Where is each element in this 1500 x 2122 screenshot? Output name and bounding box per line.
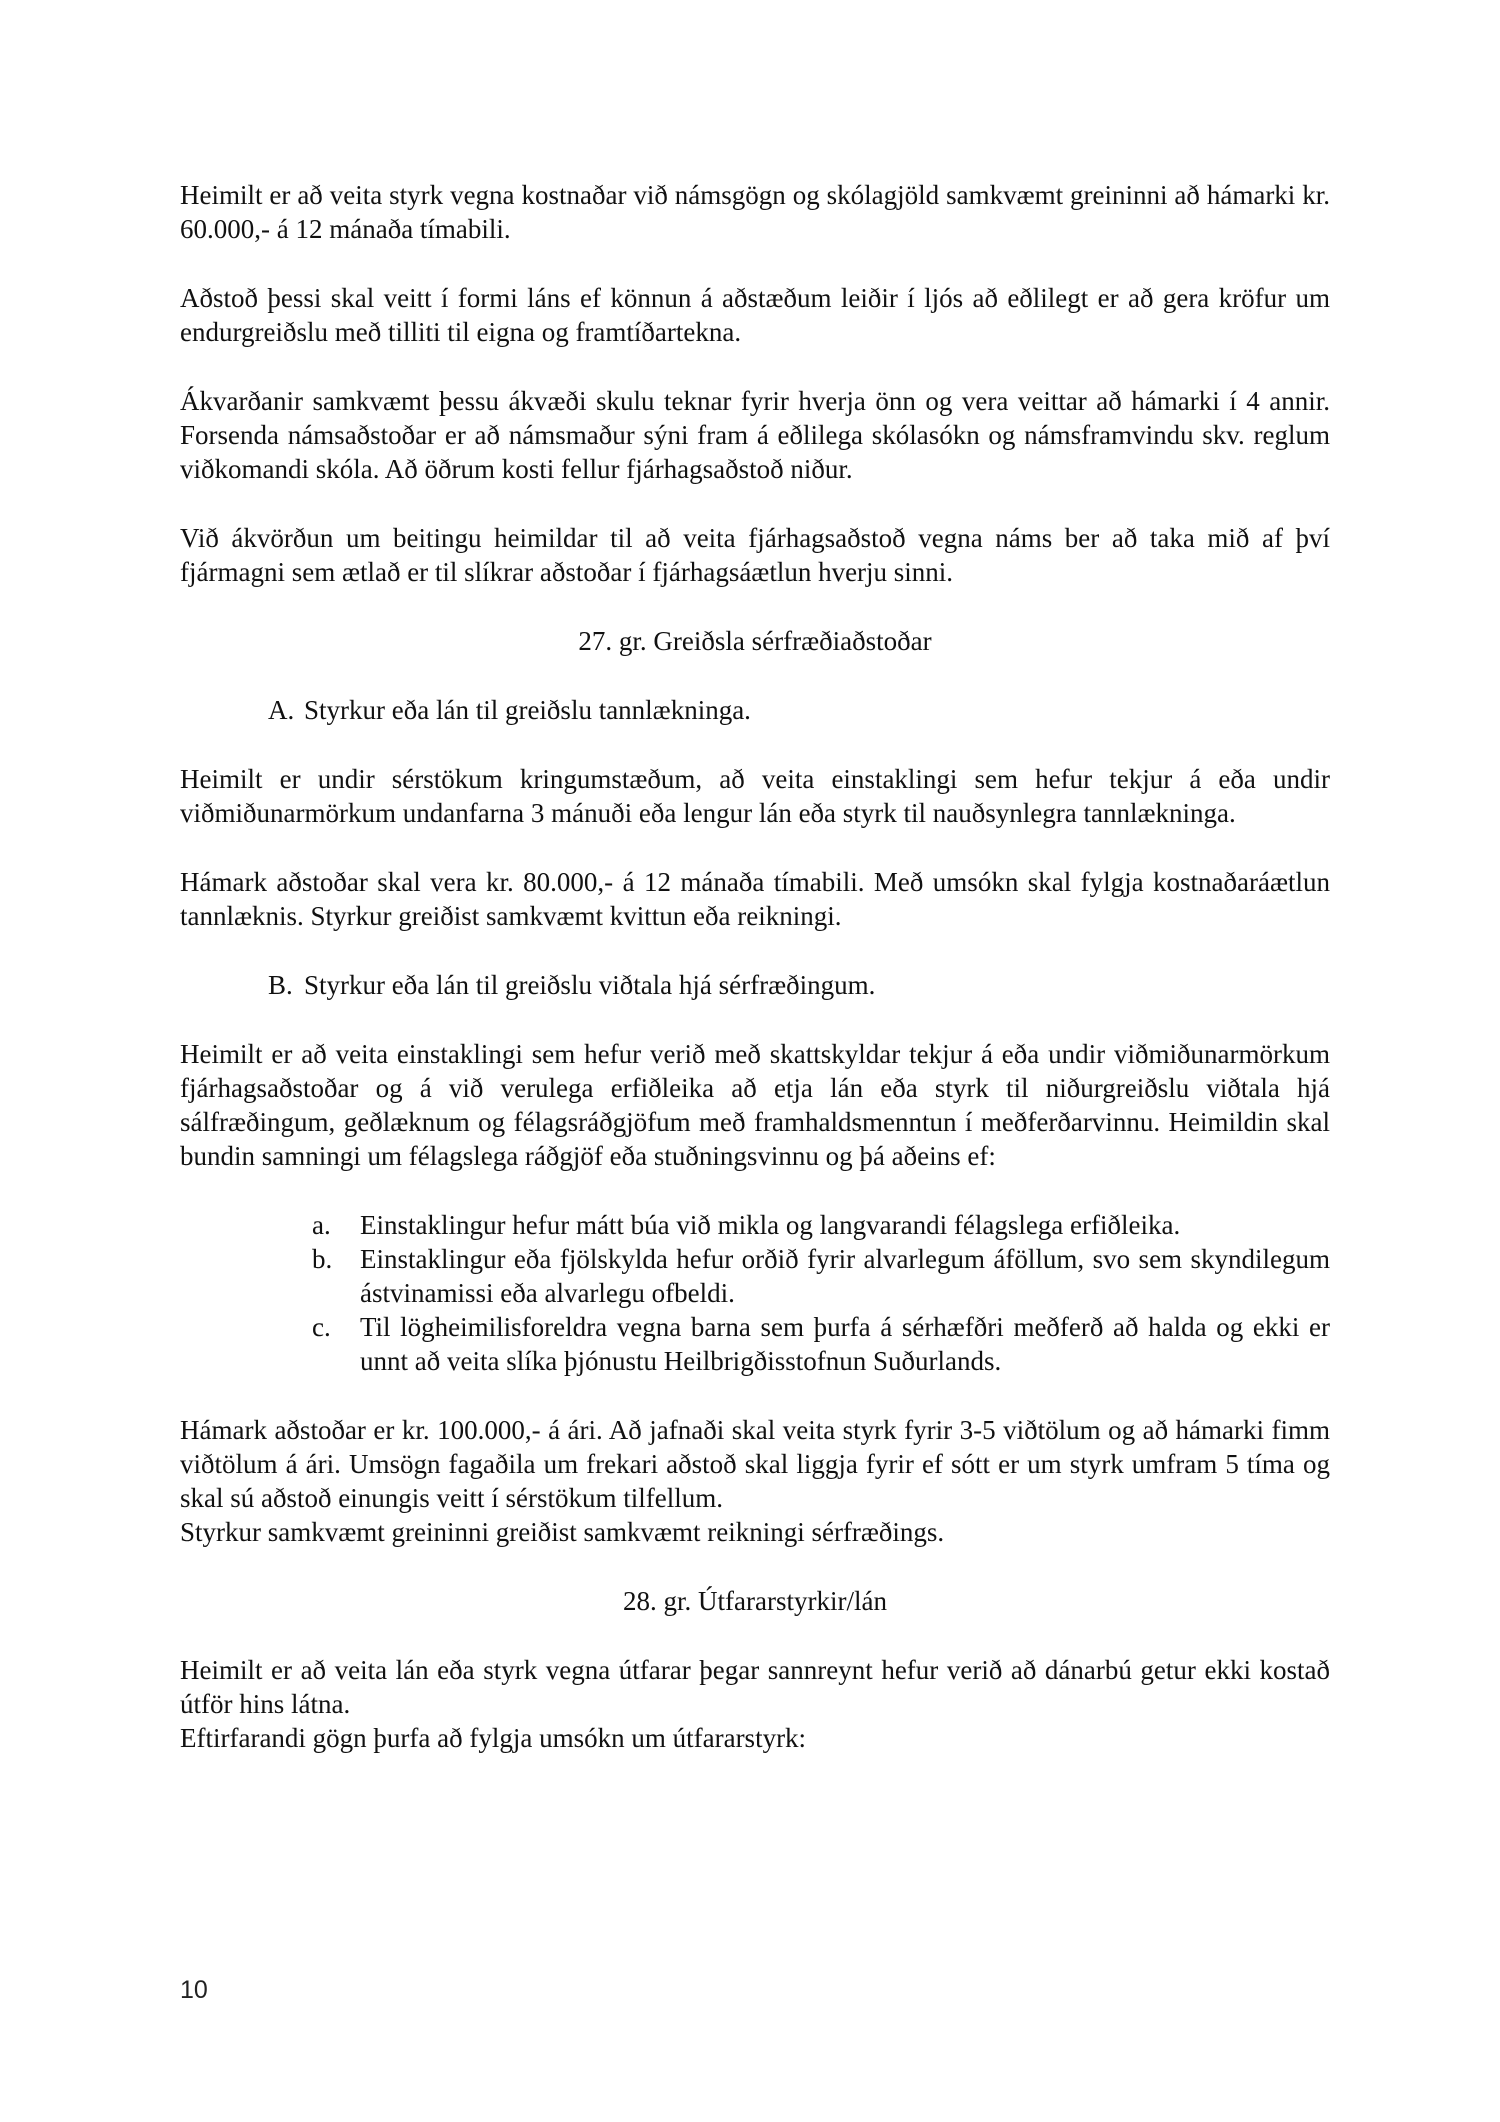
subsection-b-heading: [180, 968, 1330, 1002]
list-item: [180, 1310, 1330, 1378]
conditions-list: [180, 1208, 1330, 1378]
subsection-a-heading: [180, 693, 1330, 727]
list-item-letter: b.: [312, 1244, 333, 1274]
list-item-text: Einstaklingur eða fjölskylda hefur orðið fyrir alvarlegum áföllum, svo sem skyndilegum ástvinamissi eða alvarlegu ofbeldi.: [360, 1244, 1330, 1308]
list-item-letter: a.: [312, 1210, 331, 1240]
subsection-b-title: Styrkur eða lán til greiðslu viðtala hjá sérfræðingum.: [304, 970, 876, 1000]
list-item-text: Til lögheimilisforeldra vegna barna sem þurfa á sérhæfðri meðferð að halda og ekki er unnt að veita slíka þjónustu Heilbrigðisstofnun Suðurlands.: [360, 1312, 1330, 1376]
paragraph-budget-consideration: Við ákvörðun um beitingu heimildar til að veita fjárhagsaðstoð vegna náms ber að taka mið af því fjármagni sem ætlað er til slíkrar aðstoðar í fjárhagsáætlun hverju sinni.: [180, 523, 1330, 587]
page-content: [180, 178, 1330, 1755]
article-28-heading: 28. gr. Útfararstyrkir/lán: [623, 1586, 887, 1616]
paragraph-specialist-eligibility: Heimilt er að veita einstaklingi sem hefur verið með skattskyldar tekjur á eða undir viðmiðunarmörkum fjárhagsaðstoðar og á við verulega erfiðleika að etja lán eða styrk til niðurgreiðslu viðtala hjá sálfræðingum, geðlæknum og félagsráðgjöfum með framhaldsmenntun í meðferðarvinnu. Heimildin skal bundin samningi um félagslega ráðgjöf eða stuðningsvinnu og þá aðeins ef:: [180, 1039, 1330, 1171]
paragraph-semester-decisions: Ákvarðanir samkvæmt þessu ákvæði skulu teknar fyrir hverja önn og vera veittar að hámarki í 4 annir. Forsenda námsaðstoðar er að námsmaður sýni fram á eðlilega skólasókn og námsframvindu skv. reglum viðkomandi skóla. Að öðrum kosti fellur fjárhagsaðstoð niður.: [180, 386, 1330, 484]
list-item-letter: c.: [312, 1312, 331, 1342]
article-27-heading: 27. gr. Greiðsla sérfræðiaðstoðar: [578, 626, 932, 656]
paragraph-funeral-eligibility: Heimilt er að veita lán eða styrk vegna útfarar þegar sannreynt hefur verið að dánarbú getur ekki kostað útför hins látna.: [180, 1655, 1330, 1719]
subsection-a-title: Styrkur eða lán til greiðslu tannlækninga.: [304, 695, 751, 725]
paragraph-funeral-documents: Eftirfarandi gögn þurfa að fylgja umsókn um útfararstyrk:: [180, 1723, 807, 1753]
list-item-text: Einstaklingur hefur mátt búa við mikla og langvarandi félagslega erfiðleika.: [360, 1210, 1181, 1240]
subsection-b-letter: B.: [268, 970, 293, 1000]
page-number: 10: [180, 1976, 208, 2004]
list-item: [180, 1208, 1330, 1242]
paragraph-study-grant: Heimilt er að veita styrk vegna kostnaðar við námsgögn og skólagjöld samkvæmt greininni að hámarki kr. 60.000,- á 12 mánaða tímabili.: [180, 180, 1330, 244]
paragraph-specialist-invoice: Styrkur samkvæmt greininni greiðist samkvæmt reikningi sérfræðings.: [180, 1517, 945, 1547]
paragraph-loan-form: Aðstoð þessi skal veitt í formi láns ef könnun á aðstæðum leiðir í ljós að eðlilegt er að gera kröfur um endurgreiðslu með tilliti til eigna og framtíðartekna.: [180, 283, 1330, 347]
list-item: [180, 1242, 1330, 1310]
paragraph-specialist-maximum: Hámark aðstoðar er kr. 100.000,- á ári. Að jafnaði skal veita styrk fyrir 3-5 viðtölum og að hámarki fimm viðtölum á ári. Umsögn fagaðila um frekari aðstoð skal liggja fyrir ef sótt er um styrk umfram 5 tíma og skal sú aðstoð einungis veitt í sérstökum tilfellum.: [180, 1415, 1330, 1513]
subsection-a-letter: A.: [268, 695, 295, 725]
paragraph-dental-eligibility: Heimilt er undir sérstökum kringumstæðum, að veita einstaklingi sem hefur tekjur á eða undir viðmiðunarmörkum undanfarna 3 mánuði eða lengur lán eða styrk til nauðsynlegra tannlækninga.: [180, 764, 1330, 828]
paragraph-dental-maximum: Hámark aðstoðar skal vera kr. 80.000,- á 12 mánaða tímabili. Með umsókn skal fylgja kostnaðaráætlun tannlæknis. Styrkur greiðist samkvæmt kvittun eða reikningi.: [180, 867, 1330, 931]
